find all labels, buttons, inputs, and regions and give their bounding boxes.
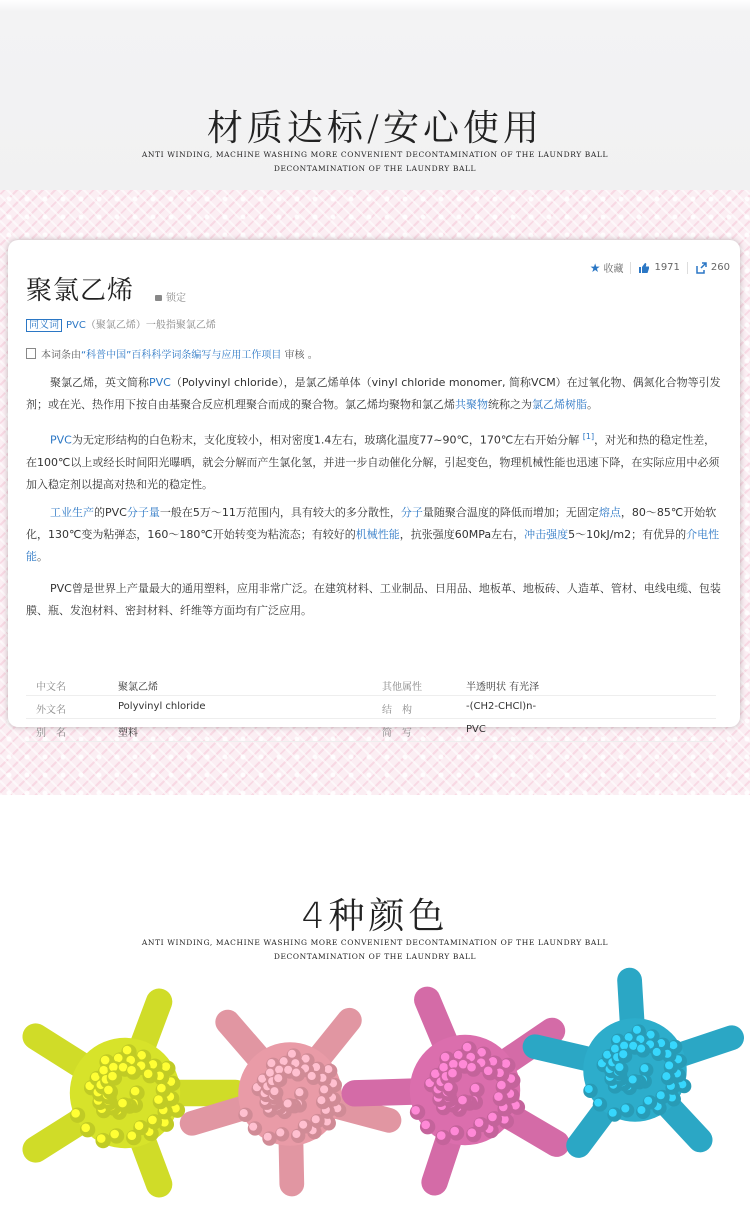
section-subtitle-line2: DECONTAMINATION OF THE LAUNDRY BALL [273, 164, 477, 173]
info-value: PVC [466, 724, 486, 735]
section-subtitle-line2: DECONTAMINATION OF THE LAUNDRY BALL [273, 952, 477, 961]
paragraph-3: 工业生产的PVC分子量一般在5万～11万范围内，具有较大的多分散性，分子量随聚合温度的降低而增加；无固定熔点，80～85℃开始软化，130℃变为粘弹态，160～180℃开始转变为粘流态；有较好的机械性能，抗张强度60MPa左右，冲击强度5～10kJ/m2；有优异的介电性能。 [26, 506, 720, 563]
synonym-line [26, 316, 216, 331]
divider [687, 262, 688, 274]
info-key: 结 构 [382, 705, 412, 716]
document-icon [26, 348, 36, 359]
link-impact-strength[interactable]: 冲击强度 [524, 528, 569, 541]
paragraph-1: 聚氯乙烯，英文简称PVC（Polyvinyl chloride），是氯乙烯单体（vinyl chloride monomer, 简称VCM）在过氧化物、偶氮化合物等引发剂；或在光、热作用下按自由基聚合反应机理聚合而成的聚合物。氯乙烯均聚物和氯乙烯共聚物统称之为氯乙烯树脂。 [26, 376, 721, 411]
link-molecule[interactable]: 分子 [400, 506, 423, 519]
link-pvc-2[interactable]: PVC [50, 433, 72, 447]
share-count: 260 [710, 262, 730, 273]
link-pvc[interactable]: PVC [149, 376, 171, 389]
lock-status [155, 289, 186, 304]
synonym-tag[interactable]: 同义词 [26, 319, 62, 332]
link-industrial-production[interactable]: 工业生产 [50, 506, 94, 519]
audit-pre: 本词条由 [41, 350, 81, 361]
table-row [26, 673, 716, 696]
share-button[interactable] [695, 262, 730, 274]
info-value: 半透明状 有光泽 [466, 682, 540, 693]
link-vinyl-resin[interactable]: 氯乙烯树脂 [532, 398, 587, 411]
info-value: 聚氯乙烯 [118, 682, 158, 693]
link-dielectric-properties[interactable]: 介电性能 [26, 528, 720, 563]
share-icon [695, 262, 707, 274]
section-subtitle-line1: ANTI WINDING, MACHINE WASHING MORE CONVENIENT DECONTAMINATION OF THE LAUNDRY BALL [141, 150, 609, 159]
paragraph-4: PVC曾是世界上产量最大的通用塑料，应用非常广泛。在建筑材料、工业制品、日用品、地板革、地板砖、人造革、管材、电线电缆、包装膜、瓶、发泡材料、密封材料、纤维等方面均有广泛应用。 [26, 582, 721, 617]
info-key: 简 写 [382, 728, 412, 739]
reference-link[interactable]: [1] [582, 432, 595, 441]
info-key: 别 名 [36, 728, 66, 739]
card-toolbar [590, 260, 730, 275]
like-button[interactable] [638, 262, 679, 274]
link-copolymer[interactable]: 共聚物 [455, 398, 488, 411]
header-section [0, 0, 750, 190]
entry-title: 聚氯乙烯 [26, 276, 135, 306]
collect-button[interactable] [590, 260, 624, 275]
magenta-laundry-ball-image [385, 1010, 545, 1170]
divider [630, 262, 631, 274]
section-subtitle-line1: ANTI WINDING, MACHINE WASHING MORE CONVENIENT DECONTAMINATION OF THE LAUNDRY BALL [141, 938, 609, 947]
synonym-text: （聚氯乙烯）一般指聚氯乙烯 [85, 320, 216, 331]
info-key: 其他属性 [382, 682, 422, 693]
yellow-laundry-ball-image [40, 1013, 210, 1173]
star-icon: ★ [589, 260, 601, 275]
link-melting-point[interactable]: 熔点 [598, 506, 621, 519]
info-value: Polyvinyl chloride [118, 701, 206, 712]
lock-icon [155, 295, 162, 301]
product-color-balls [0, 995, 750, 1175]
blue-laundry-ball-image [555, 995, 715, 1145]
collect-label: 收藏 [603, 264, 624, 275]
audit-post: 审核 。 [281, 350, 318, 361]
encyclopedia-card [8, 240, 740, 739]
basic-info-table [26, 673, 716, 742]
synonym-link[interactable]: PVC [66, 320, 86, 331]
lock-label: 锁定 [166, 293, 186, 304]
thumbs-up-icon [638, 262, 650, 274]
like-count: 1971 [654, 262, 680, 273]
link-molecular-weight[interactable]: 分子量 [126, 506, 160, 519]
section-title-material: 材质达标/安心使用 [206, 108, 544, 149]
info-value: 塑料 [118, 728, 138, 739]
section-title-colors: 4种颜色 [301, 896, 449, 937]
info-key: 中文名 [36, 682, 66, 693]
audit-link[interactable]: “科普中国”百科科学词条编写与应用工作项目 [81, 350, 282, 361]
paragraph-2: PVC为无定形结构的白色粉末，支化度较小，相对密度1.4左右，玻璃化温度77~90℃，170℃左右开始分解 [1]，对光和热的稳定性差，在100℃以上或经长时间阳光曝晒，就会分解而产生氯化氢，并进一步自动催化分解，引起变色，物理机械性能也迅速下降，在实际应用中必须加入稳定剂以提高对热和光的稳定性。 [26, 432, 720, 491]
link-mechanical-properties[interactable]: 机械性能 [355, 528, 400, 541]
table-row [26, 696, 716, 719]
info-value: -(CH2-CHCl)n- [466, 701, 537, 712]
table-row [26, 719, 716, 742]
audit-line [26, 346, 318, 361]
info-key: 外文名 [36, 705, 66, 716]
